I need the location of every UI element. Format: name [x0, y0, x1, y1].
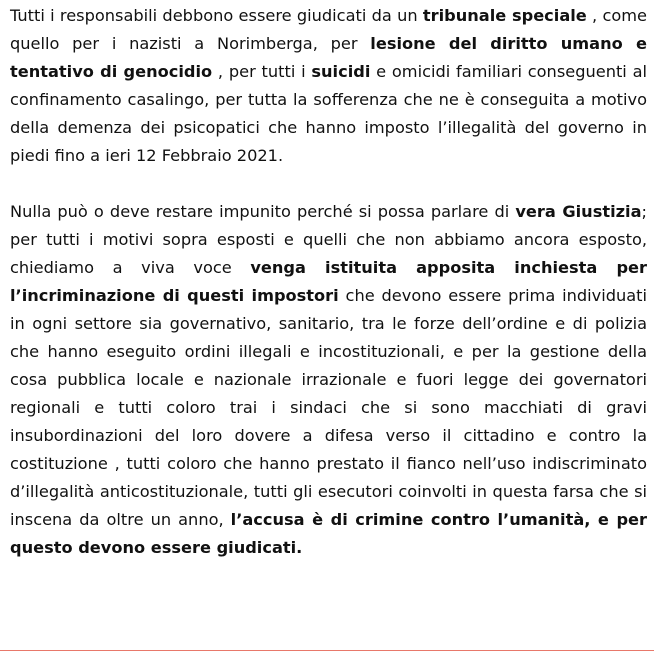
bottom-divider	[0, 650, 654, 651]
p2-emphasis-inchiesta: venga istituita apposita inchiesta per l’incriminazione di questi impostori	[10, 258, 647, 305]
p1-emphasis-suicidi: suicidi	[311, 62, 371, 81]
article-body	[10, 2, 647, 562]
p1-text: e omicidi familiari conseguenti al confinamento casalingo, per tutta la sofferenza che ne è conseguita a motivo della demenza dei psicopatici che hanno imposto l’illegalità del governo in piedi fino a ieri 12 Febbraio 2021.	[10, 62, 648, 165]
p2-text: Nulla può o deve restare impunito perché si possa parlare di	[10, 202, 516, 221]
p1-text: Tutti i responsabili debbono essere giudicati da un	[10, 6, 423, 25]
p2-text: che devono essere prima individuati in ogni settore sia governativo, sanitario, tra le forze dell’ordine e di polizia che hanno eseguito ordini illegali e incostituzionali, e per la gestione della cosa pubblica locale e nazionale irrazionale e fuori legge dei governatori regionali e tutti coloro trai i sindaci che si sono macchiati di gravi insubordinazioni del loro dovere a difesa verso il cittadino e contro la costituzione , tutti coloro che hanno prestato il fianco nell’uso indiscriminato d’illegalità anticostituzionale, tutti gli esecutori coinvolti in questa farsa che si inscena da oltre un anno,	[10, 286, 648, 529]
p2-emphasis-accusa: l’accusa è di crimine contro l’umanità, e per questo devono essere giudicati.	[10, 510, 647, 557]
p2-text: ; per tutti i motivi sopra esposti e quelli che non abbiamo ancora esposto, chiediamo a viva voce	[10, 202, 647, 277]
paragraph-1	[10, 2, 647, 170]
paragraph-2	[10, 198, 647, 562]
p1-text: , per tutti i	[212, 62, 312, 81]
p1-emphasis-lesione: lesione del diritto umano e tentativo di genocidio	[10, 34, 647, 81]
p2-emphasis-giustizia: vera Giustizia	[515, 202, 642, 221]
p1-text: , come quello per i nazisti a Norimberga, per	[10, 6, 647, 53]
p1-emphasis-tribunale: tribunale speciale	[422, 6, 587, 25]
